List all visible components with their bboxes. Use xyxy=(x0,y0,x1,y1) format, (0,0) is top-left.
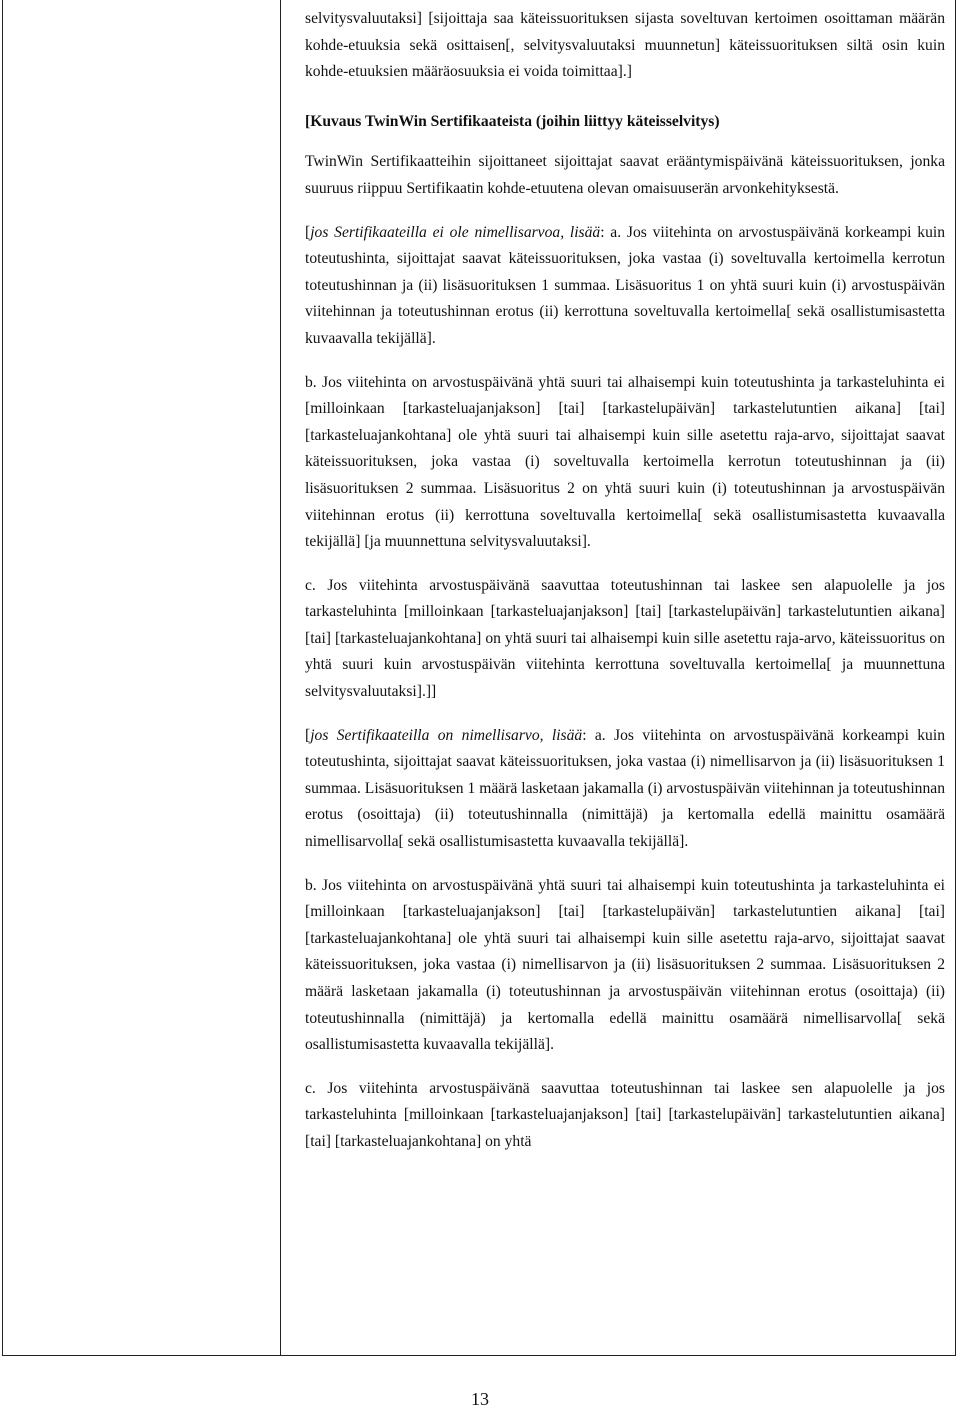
paragraph-intro: TwinWin Sertifikaatteihin sijoittaneet sijoittajat saavat erääntymispäivänä käteissuorituksen, jonka suuruus riippuu Sertifikaatin kohde-etuutena olevan omaisuuserän arvonkehityksestä. xyxy=(305,153,945,197)
section-heading: [Kuvaus TwinWin Sertifikaateista (joihin liittyy käteisselvitys) xyxy=(305,112,720,130)
paragraph-case-b-no-nominal: b. Jos viitehinta on arvostuspäivänä yhtä suuri tai alhaisempi kuin toteutushinta ja tarkasteluhinta ei [milloinkaan [tarkasteluajanjakson] [tai] [tarkastelupäivän] tarkastelutuntien aikana] [tai] [tarkasteluajankohtana] ole yhtä suuri tai alhaisempi kuin sille asetettu raja-arvo, sijoittajat saavat käteissuorituksen, joka vastaa (i) soveltuvalla kertoimella kerrotun toteutushinnan ja (ii) lisäsuorituksen 2 summaa. Lisäsuoritus 2 on yhtä suuri kuin (i) toteutushinnan ja arvostuspäivän viitehinnan erotus (ii) kerrottuna soveltuvalla kertoimella[ sekä osallistumisastetta kuvaavalla tekijällä] [ja muunnettuna selvitysvaluutaksi]. xyxy=(305,373,945,551)
paragraph-case-b-nominal: b. Jos viitehinta on arvostuspäivänä yhtä suuri tai alhaisempi kuin toteutushinta ja tarkasteluhinta ei [milloinkaan [tarkasteluajanjakson] [tai] [tarkastelupäivän] tarkastelutuntien aikana] [tai] [tarkasteluajankohtana] ole yhtä suuri tai alhaisempi kuin sille asetettu raja-arvo, sijoittajat saavat käteissuorituksen, joka vastaa (i) nimellisarvon ja (ii) lisäsuorituksen 2 summaa. Lisäsuorituksen 2 määrä lasketaan jakamalla (i) toteutushinnan ja arvostuspäivän viitehinnan erotus (osoittaja) (ii) toteutushinnalla (nimittäjä) ja kertomalla edellä mainittu osamäärä nimellisarvolla[ sekä osallistumisastetta kuvaavalla tekijällä]. xyxy=(305,876,945,1054)
paragraph-continuation: selvitysvaluutaksi] [sijoittaja saa käteissuorituksen sijasta soveltuvan kertoimen osoittaman määrän kohde-etuuksia sekä osittaisen[, selvitysvaluutaksi muunnetun] käteissuorituksen siltä osin kuin kohde-etuuksien määräosuuksia ei voida toimittaa].] xyxy=(305,10,945,81)
content-column xyxy=(305,6,945,1173)
paragraph-case-a-nominal xyxy=(305,723,945,856)
page-number: 13 xyxy=(471,1389,489,1409)
paragraph-case-c-no-nominal: c. Jos viitehinta arvostuspäivänä saavuttaa toteutushinnan tai laskee sen alapuolelle ja jos tarkasteluhinta [milloinkaan [tarkasteluajanjakson] [tai] [tarkastelupäivän] tarkastelutuntien aikana] [tai] [tarkasteluajankohtana] on yhtä suuri tai alhaisempi kuin sille asetettu raja-arvo, käteissuoritus on yhtä suuri kuin arvostuspäivän viitehinta kerrottuna soveltuvalla kertoimella[ ja muunnettuna selvitysvaluutaksi].]] xyxy=(305,576,945,701)
paragraph-text: : a. Jos viitehinta on arvostuspäivänä korkeampi kuin toteutushinta, sijoittajat saavat käteissuorituksen, joka vastaa (i) nimellisarvon ja (ii) lisäsuorituksen 1 summaa. Lisäsuorituksen 1 määrä lasketaan jakamalla (i) arvostuspäivän viitehinnan ja toteutushinnan erotus (osoittaja) (ii) toteutushinnalla (nimittäjä) ja kertomalla edellä mainittu osamäärä nimellisarvolla[ sekä osallistumisastetta kuvaavalla tekijällä]. xyxy=(305,726,945,851)
bracket-open: [ xyxy=(305,726,311,744)
bracket-open: [ xyxy=(305,223,311,241)
left-column xyxy=(3,0,281,1355)
italic-instruction: jos Sertifikaateilla on nimellisarvo, lisää xyxy=(310,726,583,744)
paragraph-case-a-no-nominal xyxy=(305,220,945,353)
italic-instruction: jos Sertifikaateilla ei ole nimellisarvoa, lisää xyxy=(310,223,601,241)
paragraph-text: : a. Jos viitehinta on arvostuspäivänä korkeampi kuin toteutushinta, sijoittajat saavat käteissuorituksen, joka vastaa (i) soveltuvalla kertoimella kerrotun toteutushinnan ja (ii) lisäsuorituksen 1 summaa. Lisäsuoritus 1 on yhtä suuri kuin (i) arvostuspäivän viitehinnan ja toteutushinnan erotus (ii) kerrottuna soveltuvalla kertoimella[ sekä osallistumisastetta kuvaavalla tekijällä]. xyxy=(305,223,945,347)
paragraph-case-c-nominal: c. Jos viitehinta arvostuspäivänä saavuttaa toteutushinnan tai laskee sen alapuolelle ja jos tarkasteluhinta [milloinkaan [tarkasteluajanjakson] [tai] [tarkastelupäivän] tarkastelutuntien aikana] [tai] [tarkasteluajankohtana] on yhtä xyxy=(305,1079,945,1150)
